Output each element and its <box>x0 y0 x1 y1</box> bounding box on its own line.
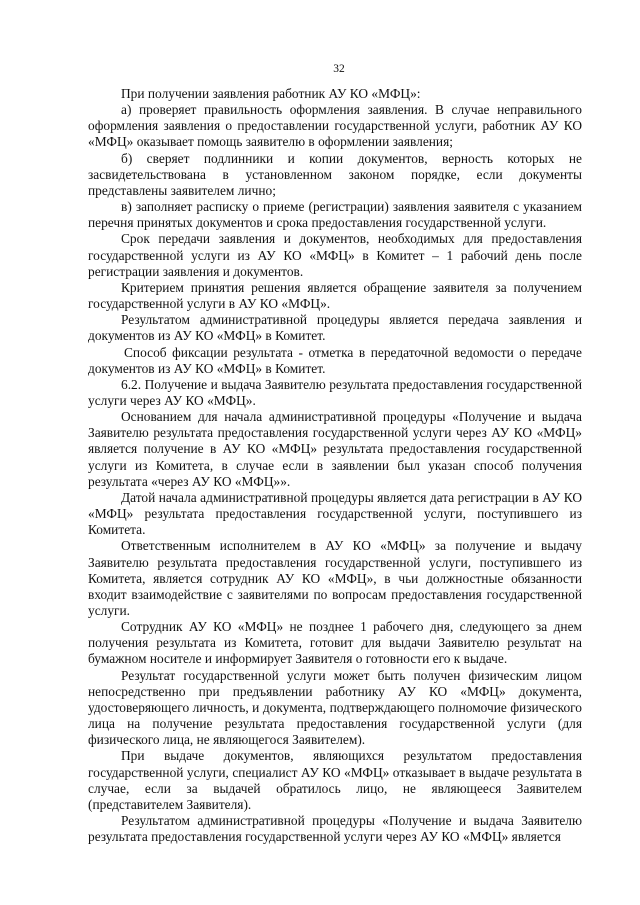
paragraph-item-v: в) заполняет расписку о приеме (регистрации) заявления заявителя с указанием перечня принятых документов и срока предоставления государственной услуги. <box>88 199 582 231</box>
paragraph-start-date: Датой начала административной процедуры является дата регистрации в АУ КО «МФЦ» результата предоставления государственной услуги, поступившего из Комитета. <box>88 489 582 538</box>
paragraph-procedure-result-final: Результатом административной процедуры «Получение и выдача Заявителю результата предоставления государственной услуги через АУ КО «МФЦ» является <box>88 813 582 845</box>
paragraph-decision-criterion: Критерием принятия решения является обращение заявителя за получением государственной услуги в АУ КО «МФЦ». <box>88 279 582 312</box>
paragraph-result-receipt: Результат государственной услуги может быть получен физическим лицом непосредственно при предъявлении работнику АУ КО «МФЦ» документа, удостоверяющего личность, и документа, подтверждающего полномочие физического лица на получение результата предоставления государственной услуги (для физического лица, не являющегося Заявителем). <box>88 667 582 748</box>
paragraph-item-b: б) сверяет подлинники и копии документов, верность которых не засвидетельствована в установленном законом порядке, если документы представлены заявителем лично; <box>88 150 582 198</box>
paragraph-transfer-term: Срок передачи заявления и документов, необходимых для предоставления государственной услуги из АУ КО «МФЦ» в Комитет – 1 рабочий день после регистрации заявления и документов. <box>88 231 582 279</box>
paragraph-intro: При получении заявления работник АУ КО «МФЦ»: <box>121 86 421 101</box>
page-number: 32 <box>333 63 345 75</box>
section-heading-6-2: 6.2. Получение и выдача Заявителю результата предоставления государственной услуги через АУ КО «МФЦ». <box>88 376 582 408</box>
paragraph-procedure-result: Результатом административной процедуры является передача заявления и документов из АУ КО «МФЦ» в Комитет. <box>88 312 582 344</box>
paragraph-responsible-executor: Ответственным исполнителем в АУ КО «МФЦ» за получение и выдачу Заявителю результата предоставления государственной услуги, поступившего из Комитета, является сотрудник АУ КО «МФЦ», в чьи должностные обязанности входит взаимодействие с заявителями по вопросам предоставления государственной услуги. <box>88 538 582 618</box>
paragraph-item-a: а) проверяет правильность оформления заявления. В случае неправильного оформления заявления о предоставлении государственной услуги, работник АУ КО «МФЦ» оказывает помощь заявителю в оформлении заявления; <box>88 102 582 150</box>
paragraph-fixation-method: Способ фиксации результата - отметка в передаточной ведомости о передаче документов из АУ КО «МФЦ» в Комитет. <box>88 344 582 376</box>
paragraph-employee-deadline: Сотрудник АУ КО «МФЦ» не позднее 1 рабочего дня, следующего за днем получения результата из Комитета, готовит для выдачи Заявителю результат на бумажном носителе и информирует Заявителя о готовности его к выдаче. <box>88 619 582 667</box>
paragraph-procedure-basis: Основанием для начала административной процедуры «Получение и выдача Заявителю результата предоставления государственной услуги через АУ КО «МФЦ» является получение в АУ КО «МФЦ» результата предоставления государственной услуги из Комитета, в случае если в заявлении был указан способ получения результата «через АУ КО «МФЦ»». <box>88 409 582 489</box>
document-page <box>88 62 582 845</box>
paragraph-issue-refusal: При выдаче документов, являющихся результатом предоставления государственной услуги, специалист АУ КО «МФЦ» отказывает в выдаче результата в случае, если за выдачей обратилось лицо, не являющееся Заявителем (представителем Заявителя). <box>88 748 582 812</box>
